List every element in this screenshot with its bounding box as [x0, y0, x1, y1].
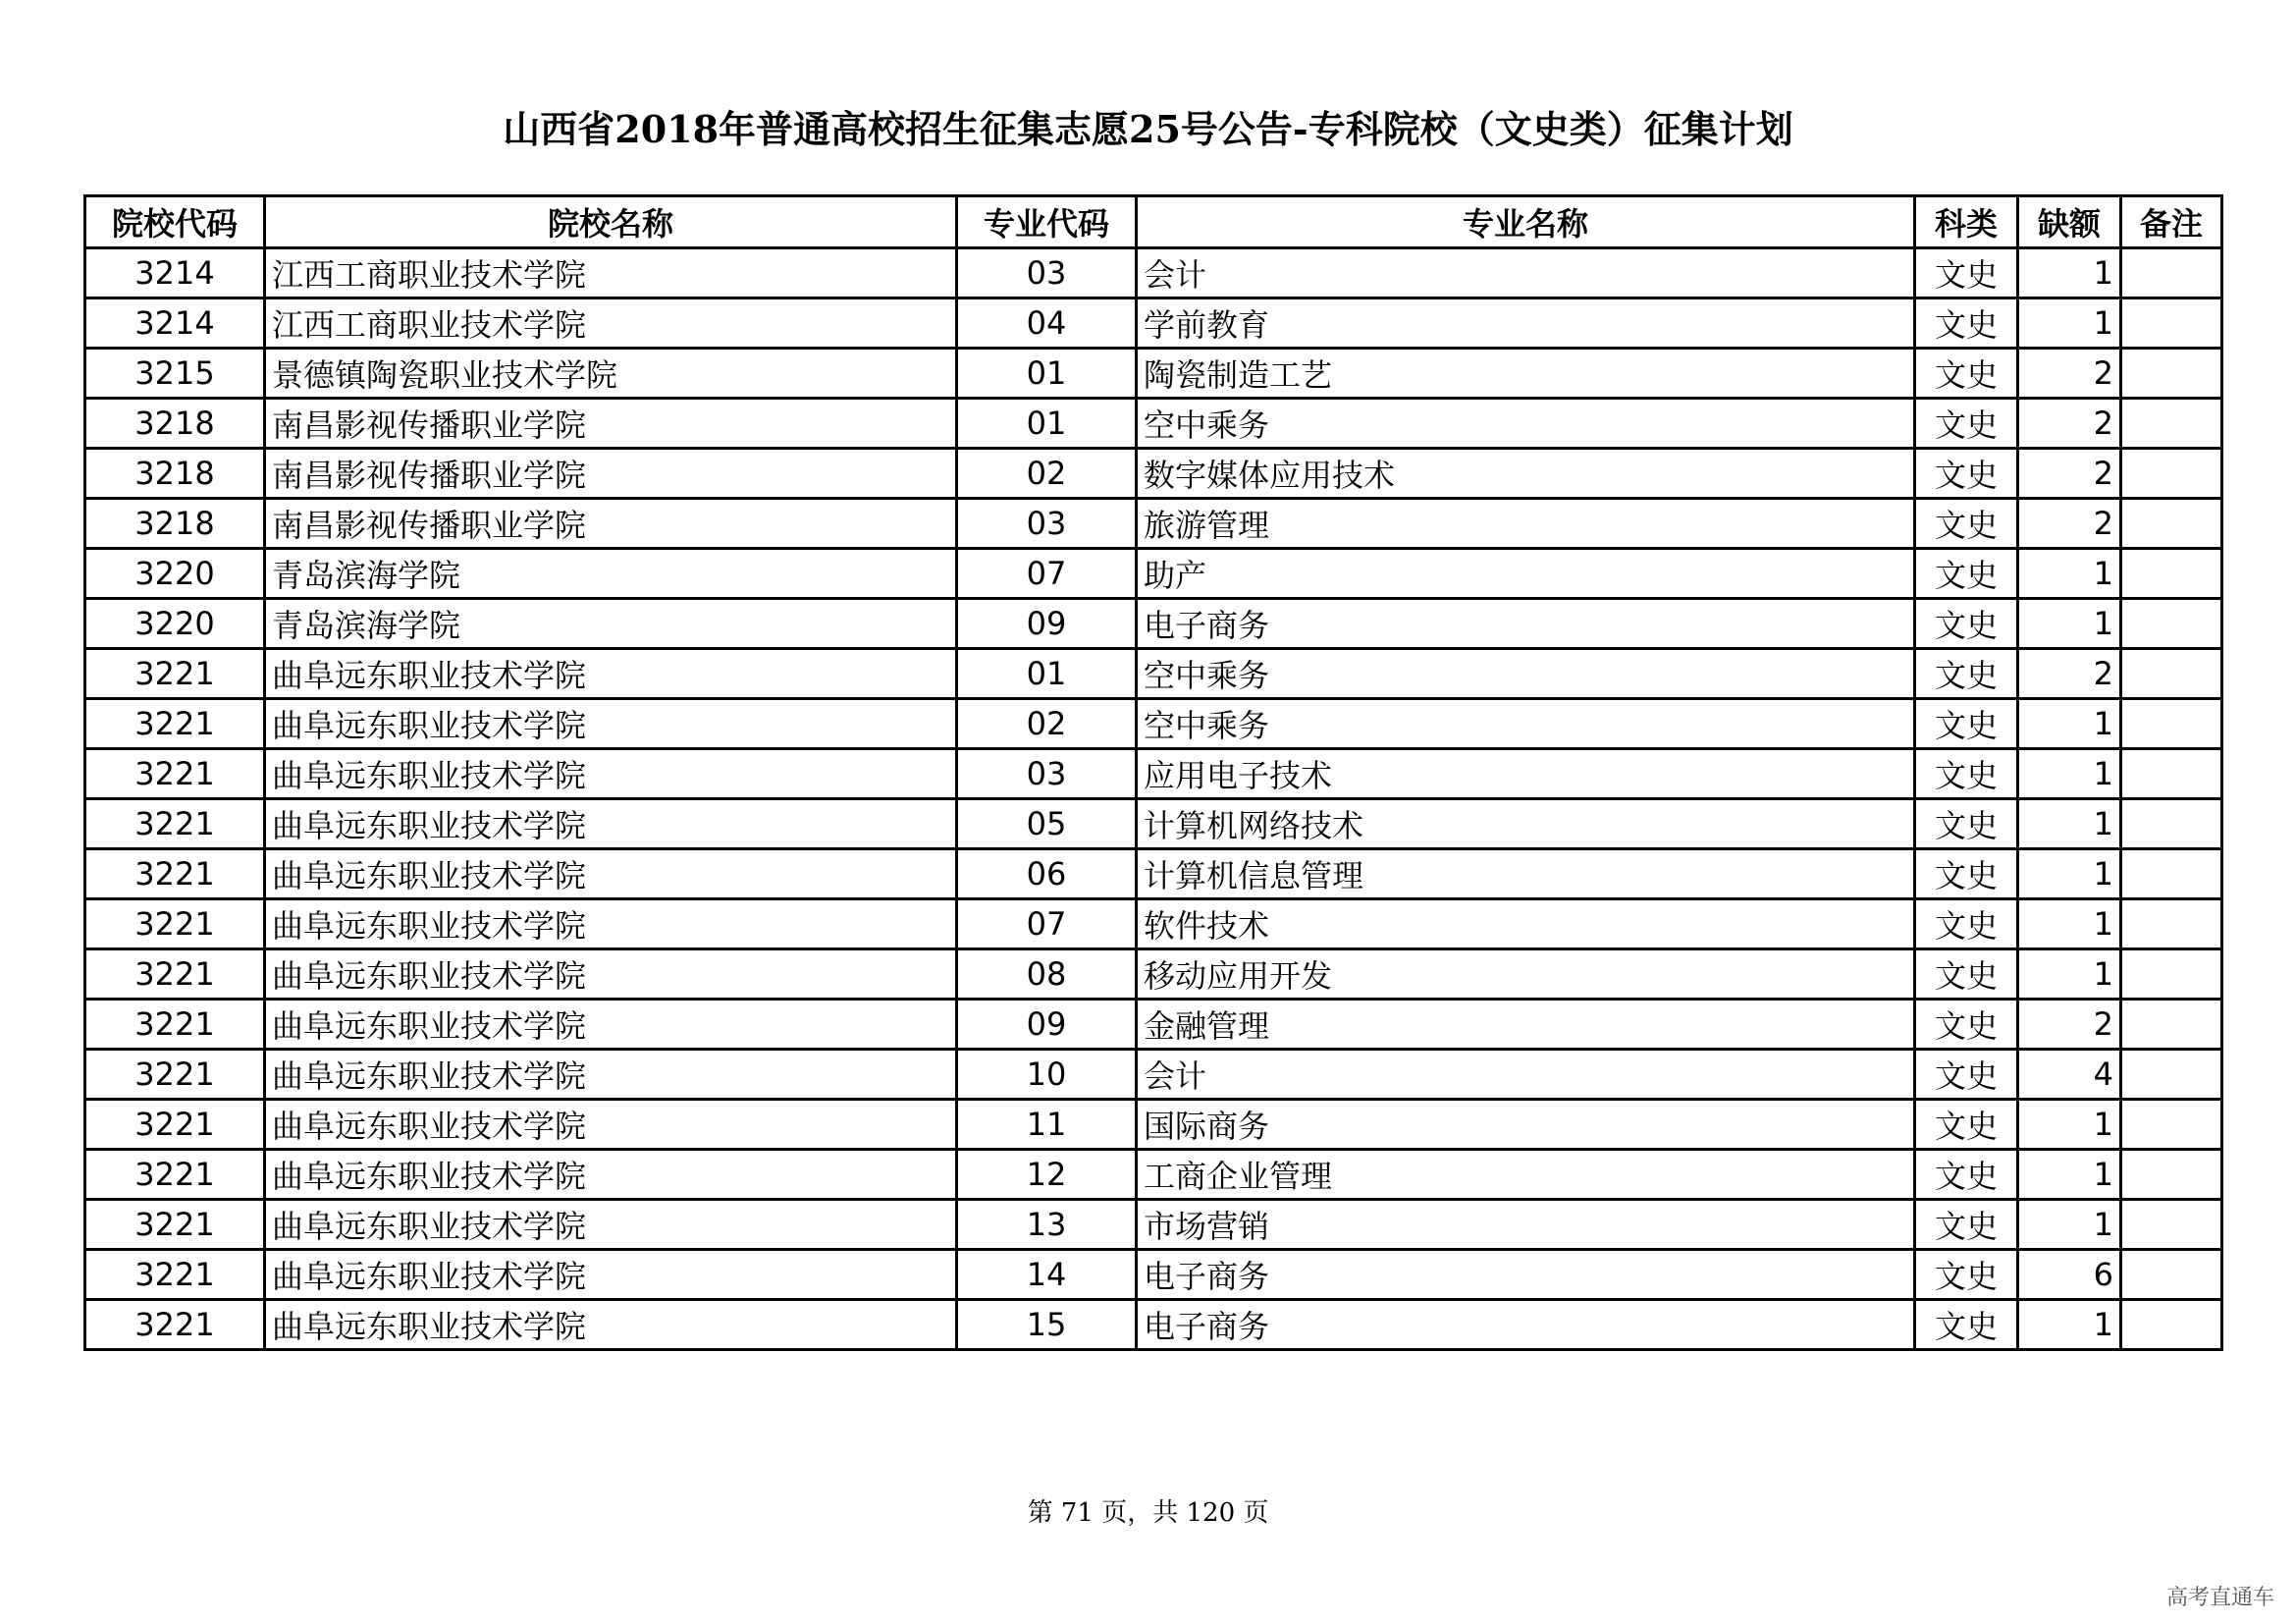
- table-header-row: [85, 196, 2222, 248]
- table-row: [85, 899, 2222, 949]
- cell-school-name: 南昌影视传播职业学院: [265, 499, 957, 549]
- cell-school-name: 青岛滨海学院: [265, 549, 957, 599]
- table-row: [85, 649, 2222, 699]
- cell-vacancy: 1: [2018, 549, 2121, 599]
- cell-school-code: 3221: [85, 1100, 265, 1150]
- cell-school-name: 曲阜远东职业技术学院: [265, 1050, 957, 1100]
- cell-school-name: 江西工商职业技术学院: [265, 248, 957, 298]
- enrollment-plan-table: [83, 194, 2223, 1351]
- cell-remarks: [2121, 349, 2222, 399]
- cell-school-code: 3221: [85, 649, 265, 699]
- cell-remarks: [2121, 899, 2222, 949]
- cell-major-code: 09: [957, 599, 1137, 649]
- cell-school-name: 青岛滨海学院: [265, 599, 957, 649]
- cell-major-name: 空中乘务: [1137, 649, 1915, 699]
- cell-school-name: 南昌影视传播职业学院: [265, 399, 957, 449]
- cell-remarks: [2121, 248, 2222, 298]
- cell-remarks: [2121, 298, 2222, 349]
- cell-major-code: 02: [957, 699, 1137, 749]
- cell-school-code: 3220: [85, 599, 265, 649]
- cell-school-name: 曲阜远东职业技术学院: [265, 699, 957, 749]
- cell-major-code: 06: [957, 849, 1137, 899]
- cell-vacancy: 2: [2018, 649, 2121, 699]
- cell-school-name: 南昌影视传播职业学院: [265, 449, 957, 499]
- cell-major-name: 电子商务: [1137, 599, 1915, 649]
- table-row: [85, 349, 2222, 399]
- cell-major-code: 07: [957, 549, 1137, 599]
- table-row: [85, 298, 2222, 349]
- cell-category: 文史: [1915, 449, 2018, 499]
- table-row: [85, 699, 2222, 749]
- cell-major-name: 计算机信息管理: [1137, 849, 1915, 899]
- table-row: [85, 399, 2222, 449]
- page-footer: 第 71 页，共 120 页: [1027, 1498, 1269, 1528]
- cell-remarks: [2121, 749, 2222, 799]
- table-row: [85, 1300, 2222, 1350]
- table-row: [85, 1200, 2222, 1250]
- cell-vacancy: 1: [2018, 1200, 2121, 1250]
- cell-major-code: 01: [957, 649, 1137, 699]
- cell-school-name: 曲阜远东职业技术学院: [265, 1300, 957, 1350]
- header-major-code: 专业代码: [957, 196, 1137, 248]
- cell-major-name: 会计: [1137, 248, 1915, 298]
- cell-vacancy: 1: [2018, 1150, 2121, 1200]
- cell-major-name: 金融管理: [1137, 1000, 1915, 1050]
- cell-remarks: [2121, 1000, 2222, 1050]
- cell-major-name: 助产: [1137, 549, 1915, 599]
- cell-category: 文史: [1915, 1150, 2018, 1200]
- cell-category: 文史: [1915, 298, 2018, 349]
- cell-school-code: 3221: [85, 1200, 265, 1250]
- cell-major-name: 电子商务: [1137, 1250, 1915, 1300]
- cell-major-name: 空中乘务: [1137, 699, 1915, 749]
- cell-school-name: 曲阜远东职业技术学院: [265, 1100, 957, 1150]
- cell-vacancy: 6: [2018, 1250, 2121, 1300]
- cell-category: 文史: [1915, 1250, 2018, 1300]
- cell-category: 文史: [1915, 799, 2018, 849]
- cell-remarks: [2121, 849, 2222, 899]
- cell-major-code: 05: [957, 799, 1137, 849]
- header-category: 科类: [1915, 196, 2018, 248]
- cell-remarks: [2121, 1200, 2222, 1250]
- cell-school-name: 曲阜远东职业技术学院: [265, 1200, 957, 1250]
- cell-major-name: 软件技术: [1137, 899, 1915, 949]
- cell-school-code: 3214: [85, 298, 265, 349]
- cell-major-name: 空中乘务: [1137, 399, 1915, 449]
- cell-vacancy: 1: [2018, 298, 2121, 349]
- cell-school-name: 曲阜远东职业技术学院: [265, 649, 957, 699]
- cell-school-code: 3221: [85, 799, 265, 849]
- cell-category: 文史: [1915, 248, 2018, 298]
- table-row: [85, 849, 2222, 899]
- cell-category: 文史: [1915, 499, 2018, 549]
- table-row: [85, 749, 2222, 799]
- cell-vacancy: 1: [2018, 849, 2121, 899]
- cell-major-name: 工商企业管理: [1137, 1150, 1915, 1200]
- cell-school-name: 景德镇陶瓷职业技术学院: [265, 349, 957, 399]
- cell-major-code: 03: [957, 248, 1137, 298]
- cell-remarks: [2121, 799, 2222, 849]
- cell-school-code: 3221: [85, 749, 265, 799]
- table-row: [85, 799, 2222, 849]
- cell-major-name: 国际商务: [1137, 1100, 1915, 1150]
- cell-remarks: [2121, 649, 2222, 699]
- cell-remarks: [2121, 699, 2222, 749]
- cell-major-name: 市场营销: [1137, 1200, 1915, 1250]
- cell-major-code: 10: [957, 1050, 1137, 1100]
- table-row: [85, 599, 2222, 649]
- cell-major-name: 移动应用开发: [1137, 949, 1915, 1000]
- cell-vacancy: 2: [2018, 449, 2121, 499]
- cell-vacancy: 2: [2018, 1000, 2121, 1050]
- cell-remarks: [2121, 599, 2222, 649]
- cell-major-code: 07: [957, 899, 1137, 949]
- cell-category: 文史: [1915, 1100, 2018, 1150]
- page-title: 山西省2018年普通高校招生征集志愿25号公告-专科院校（文史类）征集计划: [503, 107, 1793, 151]
- cell-category: 文史: [1915, 849, 2018, 899]
- table-row: [85, 1100, 2222, 1150]
- cell-remarks: [2121, 449, 2222, 499]
- cell-major-name: 电子商务: [1137, 1300, 1915, 1350]
- cell-category: 文史: [1915, 1000, 2018, 1050]
- cell-major-name: 计算机网络技术: [1137, 799, 1915, 849]
- cell-category: 文史: [1915, 649, 2018, 699]
- cell-school-code: 3221: [85, 1300, 265, 1350]
- cell-school-name: 曲阜远东职业技术学院: [265, 1150, 957, 1200]
- cell-school-name: 江西工商职业技术学院: [265, 298, 957, 349]
- cell-school-code: 3221: [85, 899, 265, 949]
- cell-school-code: 3218: [85, 499, 265, 549]
- table-row: [85, 1150, 2222, 1200]
- cell-major-name: 旅游管理: [1137, 499, 1915, 549]
- header-major-name: 专业名称: [1137, 196, 1915, 248]
- header-remarks: 备注: [2121, 196, 2222, 248]
- cell-remarks: [2121, 1050, 2222, 1100]
- cell-remarks: [2121, 1150, 2222, 1200]
- cell-school-name: 曲阜远东职业技术学院: [265, 1250, 957, 1300]
- cell-major-code: 03: [957, 749, 1137, 799]
- cell-school-code: 3221: [85, 949, 265, 1000]
- cell-major-code: 13: [957, 1200, 1137, 1250]
- cell-category: 文史: [1915, 549, 2018, 599]
- cell-major-code: 15: [957, 1300, 1137, 1350]
- header-school-code: 院校代码: [85, 196, 265, 248]
- table-row: [85, 1000, 2222, 1050]
- cell-major-code: 08: [957, 949, 1137, 1000]
- cell-vacancy: 2: [2018, 349, 2121, 399]
- cell-school-code: 3221: [85, 1000, 265, 1050]
- table-row: [85, 248, 2222, 298]
- cell-remarks: [2121, 949, 2222, 1000]
- header-school-name: 院校名称: [265, 196, 957, 248]
- cell-category: 文史: [1915, 899, 2018, 949]
- cell-vacancy: 1: [2018, 599, 2121, 649]
- cell-school-code: 3221: [85, 699, 265, 749]
- cell-school-code: 3221: [85, 849, 265, 899]
- cell-major-name: 陶瓷制造工艺: [1137, 349, 1915, 399]
- cell-remarks: [2121, 549, 2222, 599]
- cell-major-code: 03: [957, 499, 1137, 549]
- cell-school-name: 曲阜远东职业技术学院: [265, 749, 957, 799]
- cell-vacancy: 1: [2018, 799, 2121, 849]
- cell-category: 文史: [1915, 1200, 2018, 1250]
- cell-school-code: 3220: [85, 549, 265, 599]
- cell-major-code: 04: [957, 298, 1137, 349]
- cell-school-code: 3214: [85, 248, 265, 298]
- cell-category: 文史: [1915, 949, 2018, 1000]
- cell-category: 文史: [1915, 749, 2018, 799]
- cell-category: 文史: [1915, 599, 2018, 649]
- cell-remarks: [2121, 499, 2222, 549]
- cell-school-code: 3218: [85, 399, 265, 449]
- cell-vacancy: 1: [2018, 1300, 2121, 1350]
- watermark: 高考直通车: [2165, 1586, 2274, 1610]
- cell-vacancy: 2: [2018, 499, 2121, 549]
- cell-major-code: 12: [957, 1150, 1137, 1200]
- cell-major-code: 11: [957, 1100, 1137, 1150]
- table-row: [85, 1250, 2222, 1300]
- cell-category: 文史: [1915, 1300, 2018, 1350]
- cell-school-name: 曲阜远东职业技术学院: [265, 849, 957, 899]
- cell-vacancy: 1: [2018, 1100, 2121, 1150]
- cell-vacancy: 2: [2018, 399, 2121, 449]
- cell-school-code: 3221: [85, 1050, 265, 1100]
- cell-major-code: 01: [957, 349, 1137, 399]
- cell-school-code: 3215: [85, 349, 265, 399]
- cell-school-code: 3221: [85, 1250, 265, 1300]
- table-row: [85, 1050, 2222, 1100]
- cell-remarks: [2121, 399, 2222, 449]
- cell-school-name: 曲阜远东职业技术学院: [265, 799, 957, 849]
- cell-major-code: 09: [957, 1000, 1137, 1050]
- cell-major-code: 01: [957, 399, 1137, 449]
- cell-major-name: 应用电子技术: [1137, 749, 1915, 799]
- cell-vacancy: 4: [2018, 1050, 2121, 1100]
- table-row: [85, 449, 2222, 499]
- cell-vacancy: 1: [2018, 949, 2121, 1000]
- cell-vacancy: 1: [2018, 749, 2121, 799]
- table-row: [85, 499, 2222, 549]
- cell-major-name: 会计: [1137, 1050, 1915, 1100]
- cell-major-code: 14: [957, 1250, 1137, 1300]
- cell-major-code: 02: [957, 449, 1137, 499]
- cell-school-name: 曲阜远东职业技术学院: [265, 949, 957, 1000]
- cell-school-code: 3221: [85, 1150, 265, 1200]
- table-row: [85, 549, 2222, 599]
- cell-category: 文史: [1915, 399, 2018, 449]
- cell-major-name: 数字媒体应用技术: [1137, 449, 1915, 499]
- cell-school-name: 曲阜远东职业技术学院: [265, 899, 957, 949]
- cell-category: 文史: [1915, 349, 2018, 399]
- cell-major-name: 学前教育: [1137, 298, 1915, 349]
- header-vacancy: 缺额: [2018, 196, 2121, 248]
- cell-remarks: [2121, 1250, 2222, 1300]
- cell-school-code: 3218: [85, 449, 265, 499]
- table-row: [85, 949, 2222, 1000]
- cell-remarks: [2121, 1300, 2222, 1350]
- cell-vacancy: 1: [2018, 248, 2121, 298]
- cell-category: 文史: [1915, 1050, 2018, 1100]
- table-body: [85, 248, 2222, 1350]
- cell-vacancy: 1: [2018, 899, 2121, 949]
- cell-remarks: [2121, 1100, 2222, 1150]
- cell-category: 文史: [1915, 699, 2018, 749]
- cell-school-name: 曲阜远东职业技术学院: [265, 1000, 957, 1050]
- cell-vacancy: 1: [2018, 699, 2121, 749]
